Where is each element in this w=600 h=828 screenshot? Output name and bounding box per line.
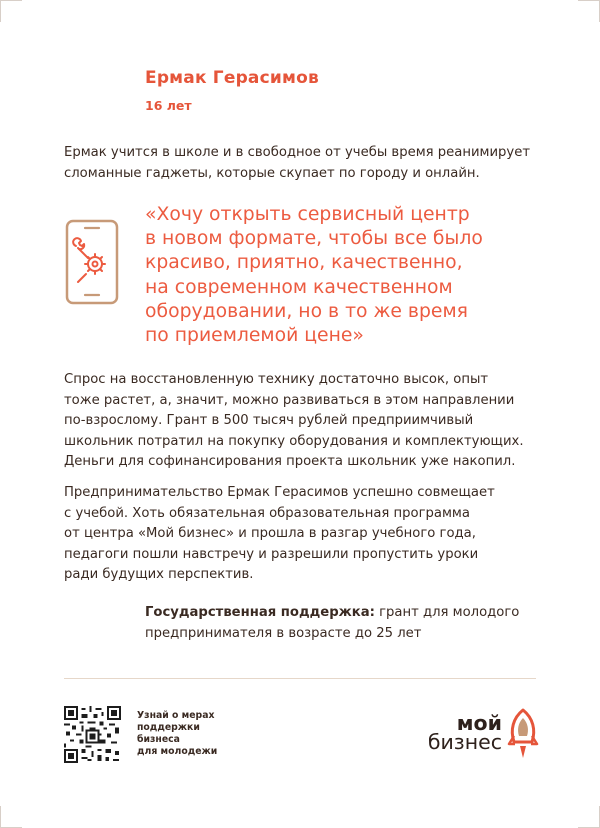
qr-caption-line: поддержки [137,722,200,733]
support-note [145,603,545,644]
paragraph-line: Предпринимательство Ермак Герасимов успешно совмещает [64,485,495,500]
qr-caption-line: Узнай о мерах [137,710,215,721]
qr-caption-line: бизнеса [137,734,180,745]
paragraph-line: ради будущих перспектив. [64,567,254,582]
quote-line: красиво, приятно, качественно, [145,252,463,274]
paragraph-demand [64,370,544,473]
quote-line: в новом формате, чтобы все было [145,228,483,250]
support-label: Государственная поддержка: [145,605,375,620]
person-name: Ермак Герасимов [145,68,319,88]
crop-mark [0,0,22,1]
paragraph-line: по-взрослому. Грант в 500 тысяч рублей предприимчивый [64,413,474,428]
qr-caption [137,710,247,758]
qr-code[interactable] [64,706,121,763]
crop-mark [578,0,600,1]
paragraph-line: тоже растет, а, значит, можно развиваться в этом направлении [64,392,515,408]
support-line-2: предпринимателя в возрасте до 25 лет [145,625,422,641]
paragraph-line: Спрос на восстановленную технику достаточно высок, опыт [64,372,489,387]
paragraph-line: от центра «Мой бизнес» и прошла в разгар учебного года, [64,526,476,541]
paragraph-line: Деньги для софинансирования проекта школьник уже накопил. [64,454,516,469]
brand-logo-text [420,711,502,754]
quote-line: по приемлемой цене» [145,325,364,347]
rocket-logo-icon [505,708,541,760]
person-age: 16 лет [145,98,192,113]
paragraph-education [64,483,544,586]
quote-block [145,203,565,348]
brand-logo-line-1: мой [456,711,502,735]
paragraph-line: педагоги пошли навстречу и разрешили пропустить уроки [64,546,479,562]
quote-line: «Хочу открыть сервисный центр [145,204,470,225]
quote-line: оборудовании, но в то же время [145,300,468,322]
crop-mark [0,806,1,828]
crop-mark [0,0,1,22]
phone-repair-icon [64,218,120,306]
paragraph-line: с учебой. Хоть обязательная образовательная программа [64,505,470,521]
quote-line: на современном качественном [145,276,453,298]
footer-divider [64,678,536,679]
support-line-1: грант для молодого [374,605,520,620]
paragraph-line: школьник потратил на покупку оборудования и комплектующих. [64,433,524,449]
brand-logo-line-2: бизнес [427,730,502,754]
qr-caption-line: для молодежи [137,746,218,757]
intro-text: Ермак учится в школе и в свободное от учебы время реанимирует сломанные гаджеты, которые скупает по городу и онлайн. [64,145,531,181]
